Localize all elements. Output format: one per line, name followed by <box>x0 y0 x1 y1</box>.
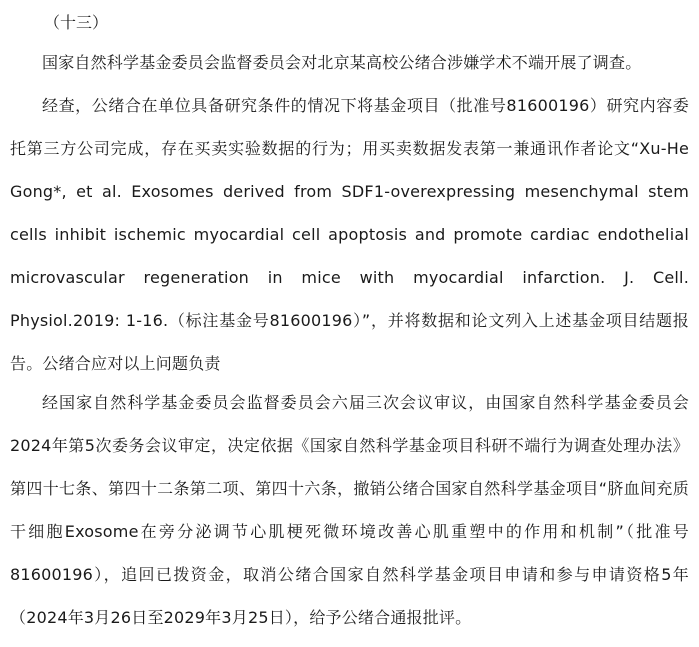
paragraph-findings: 经查，公绪合在单位具备研究条件的情况下将基金项目（批准号81600196）研究内容委托第三方公司完成，存在买卖实验数据的行为；用买卖数据发表第一兼通讯作者论文“Xu-He Gong*, et al. Exosomes derived from SDF1-overexpressing mesenchymal stem cells inhibit ischemic myocardial cell apoptosis and promote cardiac endothelial microvascular regeneration in mice with myocardial infarction. J. Cell. Physiol.2019: 1-16.（标注基金号81600196）”，并将数据和论文列入上述基金项目结题报告。公绪合应对以上问题负责 <box>10 96 689 373</box>
paragraph-intro: 国家自然科学基金委员会监督委员会对北京某高校公绪合涉嫌学术不端开展了调查。 <box>42 53 642 72</box>
paragraph-decision: 经国家自然科学基金委员会监督委员会六届三次会议审议，由国家自然科学基金委员会2024年第5次委务会议审定，决定依据《国家自然科学基金项目科研不端行为调查处理办法》第四十七条、第四十二条第二项、第四十六条，撤销公绪合国家自然科学基金项目“脐血间充质干细胞Exosome在旁分泌调节心肌梗死微环境改善心肌重塑中的作用和机制”（批准号81600196），追回已拨资金，取消公绪合国家自然科学基金项目申请和参与申请资格5年（2024年3月26日至2029年3月25日），给予公绪合通报批评。 <box>10 393 689 627</box>
section-number: （十三） <box>44 13 109 32</box>
